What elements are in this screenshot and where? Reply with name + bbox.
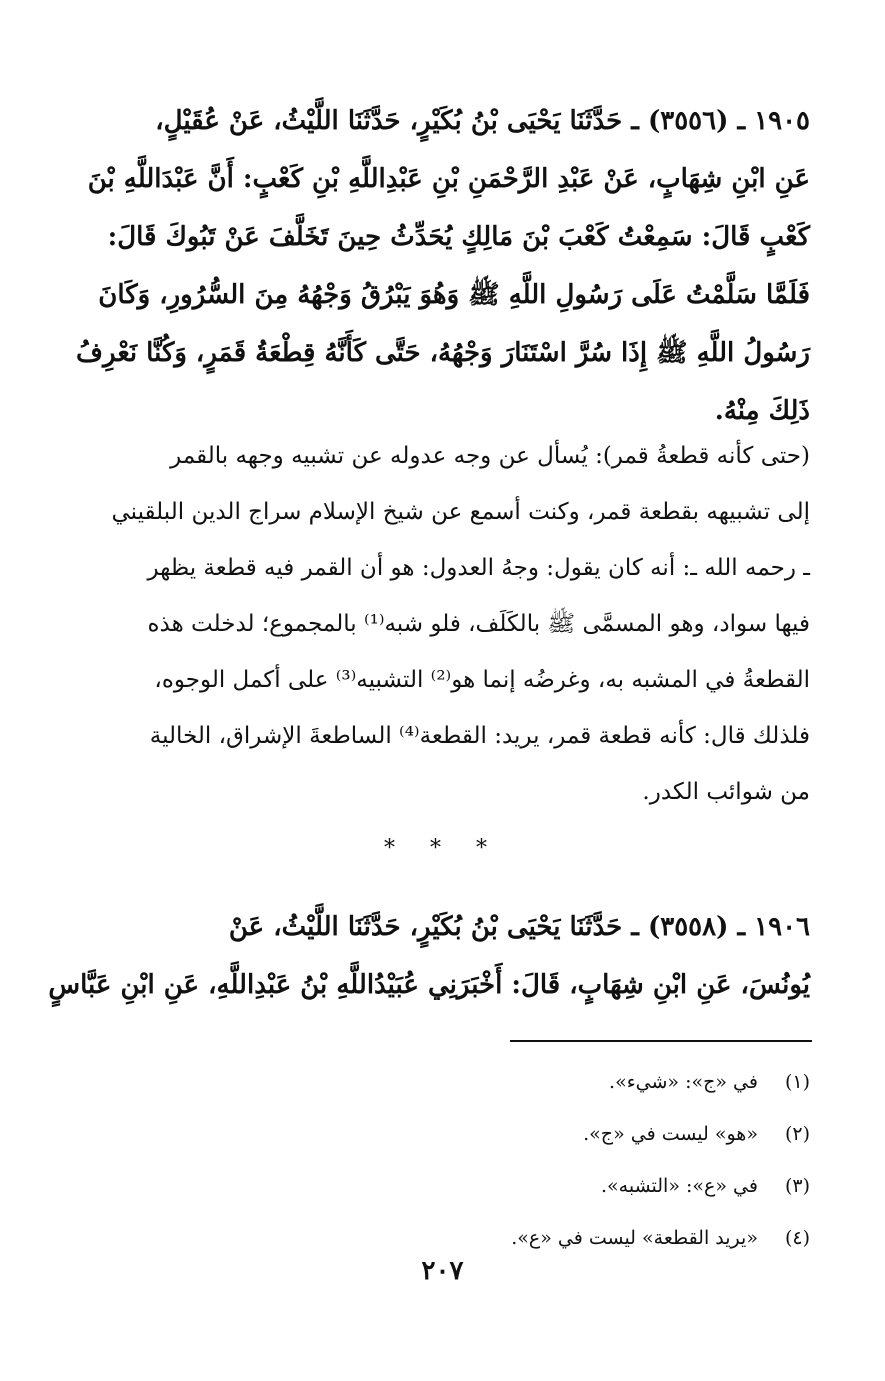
footnote bbox=[380, 1108, 810, 1160]
commentary bbox=[90, 428, 810, 820]
footnote bbox=[380, 1056, 810, 1108]
footnote-number: (٢) bbox=[784, 1123, 810, 1145]
section-separator: * * * bbox=[384, 836, 501, 861]
footnote bbox=[380, 1160, 810, 1212]
footnote-text: في «ع»: «التشبه». bbox=[601, 1175, 758, 1197]
commentary-line: فيها سواد، وهو المسمَّى ﷺ بالكَلَف، فلو شبه⁽¹⁾ بالمجموع؛ لدخلت هذه bbox=[147, 611, 810, 637]
hadith-line: فَلَمَّا سَلَّمْتُ عَلَى رَسُولِ اللَّهِ ﷺ وَهُوَ يَبْرُقُ وَجْهُهُ مِنَ السُّرُورِ، وَكَانَ bbox=[98, 280, 810, 310]
hadith-1905 bbox=[76, 92, 810, 440]
footnote-number: (١) bbox=[784, 1071, 810, 1093]
commentary-line: فلذلك قال: كأنه قطعة قمر، يريد: القطعة⁽⁴⁾ الساطعةَ الإشراق، الخالية bbox=[149, 723, 810, 749]
hadith-1906 bbox=[48, 898, 810, 1014]
hadith-line: ١٩٠٦ ـ (٣٥٥٨) ـ حَدَّثَنَا يَحْيَى بْنُ بُكَيْرٍ، حَدَّثَنَا اللَّيْثُ، عَنْ bbox=[228, 912, 810, 942]
commentary-line: القطعةُ في المشبه به، وغرضُه إنما هو⁽²⁾ التشبيه⁽³⁾ على أكمل الوجوه، bbox=[154, 667, 810, 693]
hadith-line: ذَلِكَ مِنْهُ. bbox=[714, 396, 810, 426]
footnote-number: (٤) bbox=[784, 1227, 810, 1249]
hadith-line: عَنِ ابْنِ شِهَابٍ، عَنْ عَبْدِ الرَّحْمَنِ بْنِ عَبْدِاللَّهِ بْنِ كَعْبٍ: أَنَّ عَبْدَاللَّهِ بْنَ bbox=[87, 164, 810, 194]
footnote-divider bbox=[510, 1040, 812, 1042]
footnote-number: (٣) bbox=[784, 1175, 810, 1197]
hadith-line: كَعْبٍ قَالَ: سَمِعْتُ كَعْبَ بْنَ مَالِكٍ يُحَدِّثُ حِينَ تَخَلَّفَ عَنْ تَبُوكَ قَالَ: bbox=[107, 222, 810, 252]
hadith-line: رَسُولُ اللَّهِ ﷺ إِذَا سُرَّ اسْتَنَارَ وَجْهُهُ، حَتَّى كَأَنَّهُ قِطْعَةُ قَمَرٍ، وَكُنَّا نَعْرِفُ bbox=[76, 338, 810, 368]
footnote-text: «هو» ليست في «ج». bbox=[583, 1123, 758, 1145]
footnote-text: «يريد القطعة» ليست في «ع». bbox=[511, 1227, 758, 1249]
hadith-line: ١٩٠٥ ـ (٣٥٥٦) ـ حَدَّثَنَا يَحْيَى بْنُ بُكَيْرٍ، حَدَّثَنَا اللَّيْثُ، عَنْ عُقَيْلٍ، bbox=[155, 106, 810, 136]
commentary-line: (حتى كأنه قطعةُ قمر): يُسأل عن وجه عدوله عن تشبيه وجهه بالقمر bbox=[170, 443, 810, 469]
commentary-line: إلى تشبيهه بقطعة قمر، وكنت أسمع عن شيخ الإسلام سراج الدين البلقيني bbox=[111, 499, 810, 525]
footnotes bbox=[380, 1056, 810, 1264]
page-number: ٢٠٧ bbox=[421, 1256, 464, 1286]
commentary-line: من شوائب الكدر. bbox=[642, 779, 810, 805]
hadith-line: يُونُسَ، عَنِ ابْنِ شِهَابٍ، قَالَ: أَخْبَرَنِي عُبَيْدُاللَّهِ بْنُ عَبْدِاللَّهِ، عَنِ ابْنِ عَبَّاسٍ bbox=[48, 970, 810, 1000]
commentary-line: ـ رحمه الله ـ: أنه كان يقول: وجهُ العدول: هو أن القمر فيه قطعة يظهر bbox=[147, 555, 810, 581]
footnote-text: في «ج»: «شيء». bbox=[609, 1071, 758, 1093]
